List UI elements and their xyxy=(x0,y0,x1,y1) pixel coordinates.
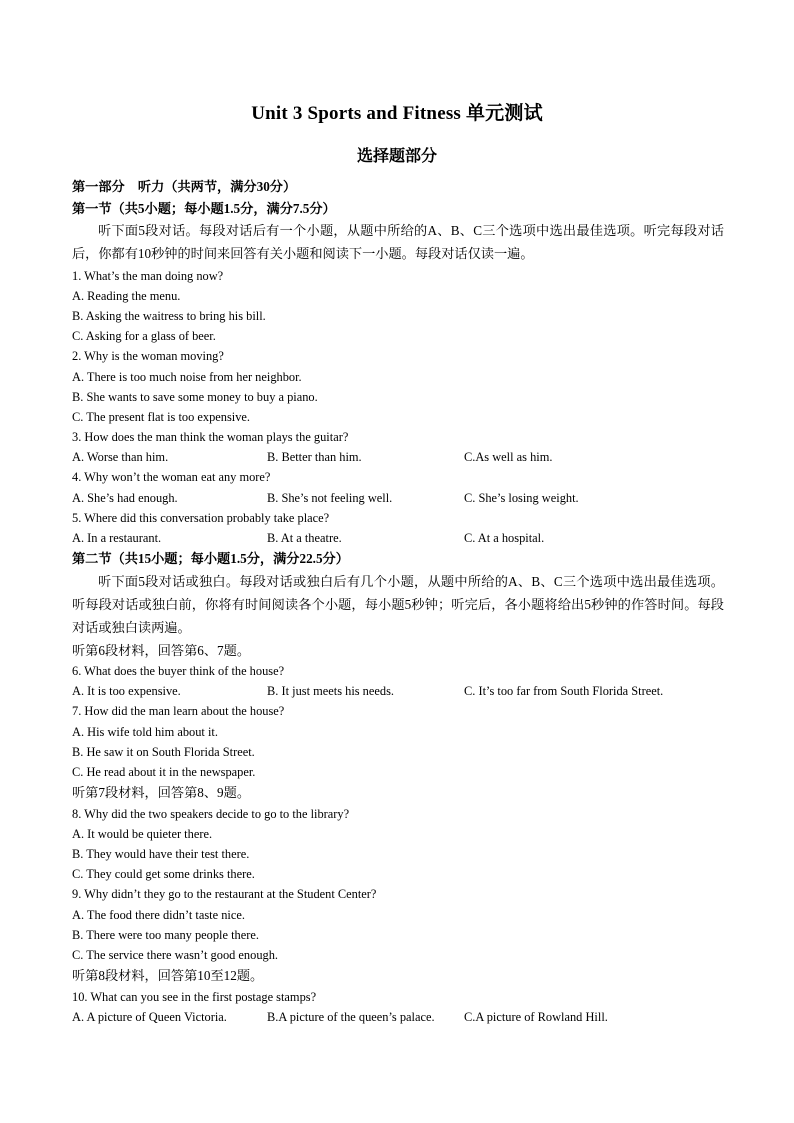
option-a: A. The food there didn’t taste nice. xyxy=(72,907,245,922)
option-b: B. She wants to save some money to buy a piano. xyxy=(72,389,318,404)
options-row xyxy=(72,681,724,701)
question-stem: 1. What’s the man doing now? xyxy=(72,268,224,283)
option-a: A. It would be quieter there. xyxy=(72,826,213,841)
options-row xyxy=(72,488,724,508)
options-row xyxy=(72,528,724,548)
part1-heading: 第一部分 听力（共两节，满分30分） xyxy=(72,179,297,194)
option-c: C. Asking for a glass of beer. xyxy=(72,329,216,344)
question-stem: 7. How did the man learn about the house? xyxy=(72,704,285,719)
option-a: A. She’s had enough. xyxy=(72,490,178,505)
option-a: A. In a restaurant. xyxy=(72,531,162,546)
option-c: C.As well as him. xyxy=(464,450,553,465)
option-b: B. She’s not feeling well. xyxy=(267,490,393,505)
section2-heading: 第二节（共15小题；每小题1.5分，满分22.5分） xyxy=(72,551,349,567)
option-b: B. There were too many people there. xyxy=(72,927,259,942)
option-c: C. It’s too far from South Florida Street. xyxy=(464,684,664,699)
option-b: B. At a theatre. xyxy=(267,531,342,546)
option-b: B. Asking the waitress to bring his bill. xyxy=(72,308,266,323)
option-b: B. It just meets his needs. xyxy=(267,684,394,699)
document-body xyxy=(72,176,724,1027)
option-a: A. There is too much noise from her neighbor. xyxy=(72,369,302,384)
option-a: A. A picture of Queen Victoria. xyxy=(72,1009,227,1024)
option-b: B. They would have their test there. xyxy=(72,847,250,862)
option-b: B. He saw it on South Florida Street. xyxy=(72,744,255,759)
document-subtitle: 选择题部分 xyxy=(356,148,437,165)
option-a: A. Worse than him. xyxy=(72,450,169,465)
option-a: A. It is too expensive. xyxy=(72,684,181,699)
question-stem: 9. Why didn’t they go to the restaurant at the Student Center? xyxy=(72,887,377,902)
option-c: C. They could get some drinks there. xyxy=(72,867,255,882)
question-stem: 3. How does the man think the woman plays the guitar? xyxy=(72,430,349,445)
question-stem: 6. What does the buyer think of the house? xyxy=(72,664,285,679)
question-stem: 5. Where did this conversation probably take place? xyxy=(72,510,330,525)
material-label: 听第6段材料，回答第6、7题。 xyxy=(72,642,251,658)
option-c: C. The present flat is too expensive. xyxy=(72,409,251,424)
option-a: A. His wife told him about it. xyxy=(72,724,218,739)
section1-instructions: 听下面5段对话。每段对话后有一个小题，从题中所给的A、B、C三个选项中选出最佳选项。听完每段对话后，你都有10秒钟的时间来回答有关小题和阅读下一小题。每段对话仅读一遍。 xyxy=(72,223,724,262)
option-b: B.A picture of the queen’s palace. xyxy=(267,1009,435,1024)
option-c: C. The service there wasn’t good enough. xyxy=(72,948,278,963)
section2-instructions: 听下面5段对话或独白。每段对话或独白后有几个小题，从题中所给的A、B、C三个选项中选出最佳选项。听每段对话或独白前，你将有时间阅读各个小题，每小题5秒钟；听完后，各小题将给出5秒钟的作答时间。每段对话或独白读两遍。 xyxy=(72,573,724,636)
question-stem: 10. What can you see in the first postage stamps? xyxy=(72,989,317,1004)
options-row xyxy=(72,1007,724,1027)
option-c: C. She’s losing weight. xyxy=(464,490,579,505)
option-c: C. He read about it in the newspaper. xyxy=(72,765,256,780)
option-c: C.A picture of Rowland Hill. xyxy=(464,1009,608,1024)
option-b: B. Better than him. xyxy=(267,450,362,465)
options-row xyxy=(72,447,724,467)
section1-heading: 第一节（共5小题；每小题1.5分，满分7.5分） xyxy=(72,200,336,216)
option-c: C. At a hospital. xyxy=(464,531,545,546)
material-label: 听第8段材料，回答第10至12题。 xyxy=(72,968,264,984)
question-stem: 2. Why is the woman moving? xyxy=(72,349,224,364)
document-title: Unit 3 Sports and Fitness 单元测试 xyxy=(251,103,543,124)
option-a: A. Reading the menu. xyxy=(72,288,181,303)
question-stem: 8. Why did the two speakers decide to go to the library? xyxy=(72,806,350,821)
question-stem: 4. Why won’t the woman eat any more? xyxy=(72,470,271,485)
material-label: 听第7段材料，回答第8、9题。 xyxy=(72,785,251,801)
